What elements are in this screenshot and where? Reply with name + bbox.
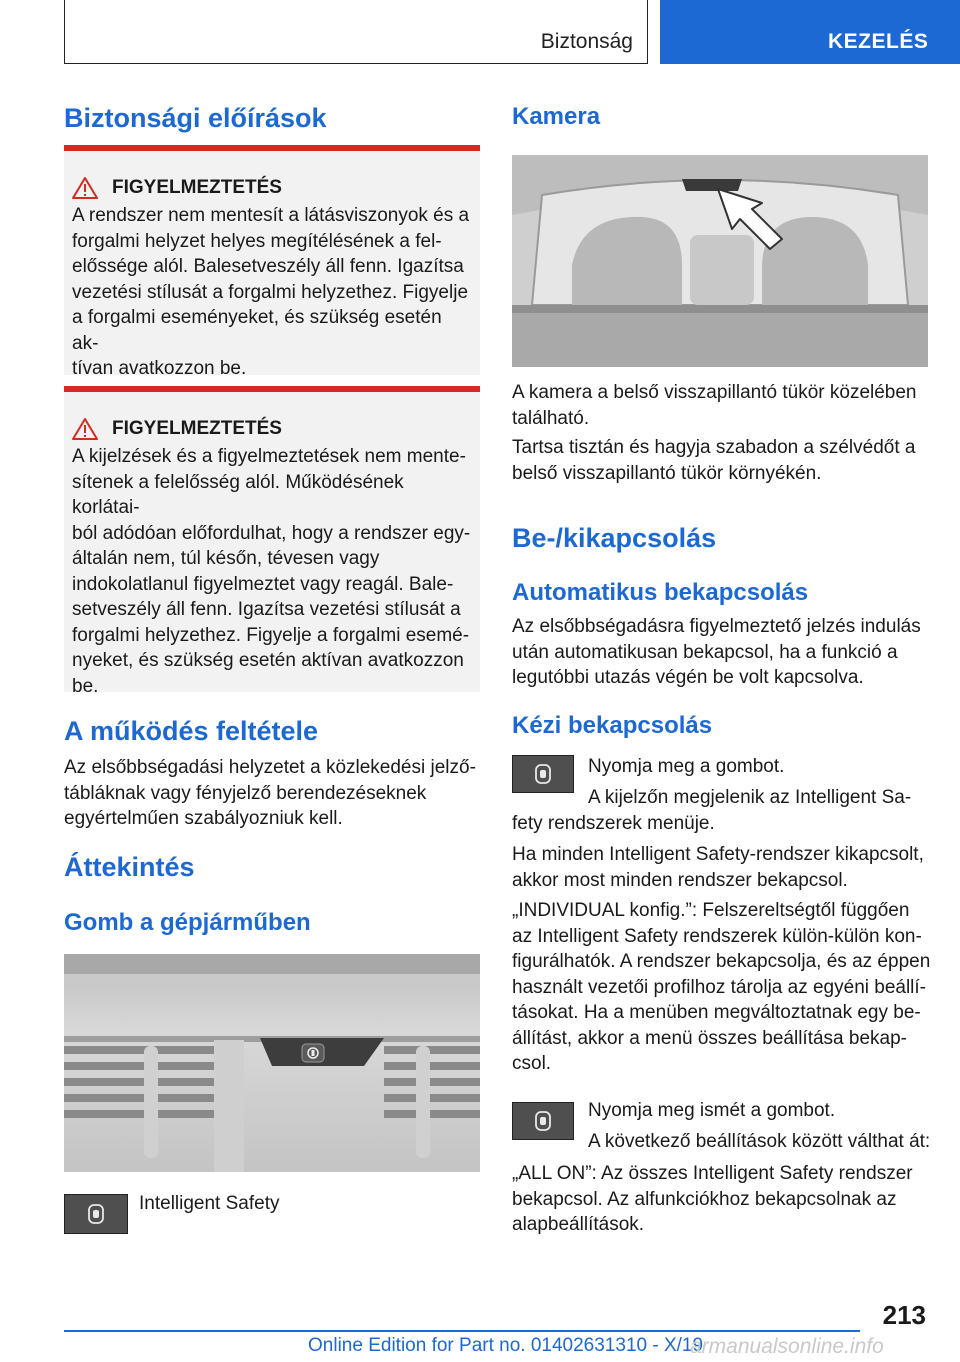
camera-title: Kamera — [512, 103, 601, 130]
auto-text — [512, 614, 932, 691]
button-title: Gomb a gépjárműben — [64, 909, 311, 936]
text-line: sítenek a felelősség alól. Működésének korlátai- — [72, 471, 404, 518]
manual-text-3 — [512, 898, 932, 1077]
text-line: A kamera a belső visszapillantó tükör közelében — [512, 382, 917, 403]
manual-title: Kézi bekapcsolás — [512, 712, 713, 739]
text-line: az Intelligent Safety rendszerek külön-külön kon- — [512, 925, 922, 947]
text-line: forgalmi helyzethez. Figyelje a forgalmi esemé- — [72, 624, 470, 646]
condition-text — [64, 755, 484, 832]
overview-title: Áttekintés — [64, 852, 195, 882]
text-line: be. — [72, 675, 99, 697]
text-line: Az elsőbbségadásra figyelmeztető jelzés indulás — [512, 616, 921, 637]
text-line: található. — [512, 407, 590, 429]
header-section: Biztonság — [540, 30, 633, 53]
header-tab: KEZELÉS — [660, 0, 960, 64]
text-line: indokolatlanul figyelmeztet vagy reagál. Bale- — [72, 573, 454, 595]
warning-triangle-icon — [72, 418, 98, 440]
text-line: általán nem, túl későn, tévesen vagy — [72, 548, 380, 569]
car-safety-icon — [533, 763, 553, 785]
warning-heading-1 — [72, 177, 472, 199]
manual-step-1c: fety rendszerek menüje. — [512, 813, 715, 834]
text-line: „INDIVIDUAL konfig.”: Felszereltségtől függően — [512, 900, 910, 921]
dashboard-photo — [64, 954, 480, 1172]
again-step-b: A következő beállítások között válthat át: — [588, 1131, 931, 1152]
text-line: csol. — [512, 1053, 552, 1074]
safety-button-icon-2 — [512, 1102, 574, 1140]
manual-text-2 — [512, 842, 932, 893]
manual-step-1: Nyomja meg a gombot. — [588, 756, 785, 777]
camera-photo — [512, 155, 928, 367]
camera-text-1 — [512, 380, 932, 431]
text-line: Tartsa tisztán és hagyja szabadon a szélvédőt a — [512, 437, 916, 458]
text-line: forgalmi helyzet helyes megítélésének a fel- — [72, 230, 442, 252]
warning-heading-text: FIGYELMEZTETÉS — [112, 177, 282, 198]
text-line: bekapcsol. Az alfunkciókhoz bekapcsolnak az — [512, 1188, 897, 1210]
text-line: egyértelműen szabályozniuk kell. — [64, 808, 343, 829]
car-safety-icon — [533, 1110, 553, 1132]
car-interior-illustration — [512, 155, 928, 367]
text-line: nyeket, és szükség esetén aktívan avatkozzon — [72, 650, 464, 671]
header-frame — [64, 0, 648, 64]
text-line: figurálhatók. A rendszer bekapcsolja, és az éppen — [512, 951, 931, 972]
text-line: tívan avatkozzon be. — [72, 358, 247, 379]
text-line: setveszély áll fenn. Igazítsa vezetési stílusát a — [72, 599, 461, 620]
dashboard-illustration — [64, 954, 480, 1172]
text-line: tásokat. Ha a menüben megváltoztatnak egy be- — [512, 1002, 921, 1023]
allon-text — [512, 1161, 932, 1238]
warning-box-2 — [64, 386, 480, 697]
text-line: belső visszapillantó tükör környékén. — [512, 462, 822, 484]
text-line: akkor most minden rendszer bekapcsol. — [512, 869, 848, 891]
warning-triangle-icon — [72, 177, 98, 199]
warning-heading-2 — [72, 418, 472, 440]
text-line: előssége alól. Balesetveszély áll fenn. Igazítsa — [72, 256, 464, 277]
again-step: Nyomja meg ismét a gombot. — [588, 1100, 836, 1121]
text-line: állítást, akkor a menü összes beállítása bekap- — [512, 1027, 907, 1049]
safety-button-icon-1 — [512, 755, 574, 793]
onoff-title: Be-/kikapcsolás — [512, 523, 717, 553]
warning-text-1 — [72, 203, 472, 382]
camera-text-2 — [512, 435, 932, 486]
footer-divider — [64, 1330, 860, 1332]
text-line: ból adódóan előfordulhat, hogy a rendszer egy- — [72, 522, 471, 544]
text-line: a forgalmi eseményeket, és szükség esetén ak- — [72, 307, 442, 354]
intelligent-safety-label: Intelligent Safety — [139, 1193, 280, 1214]
text-line: Ha minden Intelligent Safety-rendszer kikapcsolt, — [512, 844, 924, 865]
section-title: Biztonsági előírások — [64, 103, 327, 133]
edition-note: Online Edition for Part no. 01402631310 - X/19 — [308, 1335, 704, 1356]
intelligent-safety-button-icon — [64, 1194, 128, 1234]
text-line: tábláknak vagy fényjelző berendezéseknek — [64, 782, 427, 804]
warning-text-2 — [72, 444, 472, 699]
warning-box-1 — [64, 145, 480, 379]
car-safety-icon — [86, 1203, 106, 1225]
text-line: alapbeállítások. — [512, 1214, 645, 1235]
text-line: Az elsőbbségadási helyzetet a közlekedési jelző- — [64, 757, 476, 778]
auto-title: Automatikus bekapcsolás — [512, 579, 809, 606]
condition-title: A működés feltétele — [64, 716, 319, 746]
watermark: armanualsonline.info — [690, 1335, 884, 1358]
warning-heading-text: FIGYELMEZTETÉS — [112, 418, 282, 439]
manual-step-1b: A kijelzőn megjelenik az Intelligent Sa- — [588, 787, 912, 808]
text-line: legutóbbi utazás végén be volt kapcsolva. — [512, 667, 864, 688]
text-line: vezetési stílusát a forgalmi helyzethez. Figyelje — [72, 281, 469, 303]
text-line: A kijelzések és a figyelmeztetések nem mente- — [72, 446, 466, 467]
page-number: 213 — [882, 1300, 926, 1330]
text-line: A rendszer nem mentesít a látásviszonyok és a — [72, 205, 470, 226]
text-line: használt vezetői profilhoz tárolja az egyéni beállí- — [512, 976, 927, 998]
text-line: után automatikusan bekapcsol, ha a funkció a — [512, 641, 898, 663]
text-line: „ALL ON”: Az összes Intelligent Safety rendszer — [512, 1163, 913, 1184]
